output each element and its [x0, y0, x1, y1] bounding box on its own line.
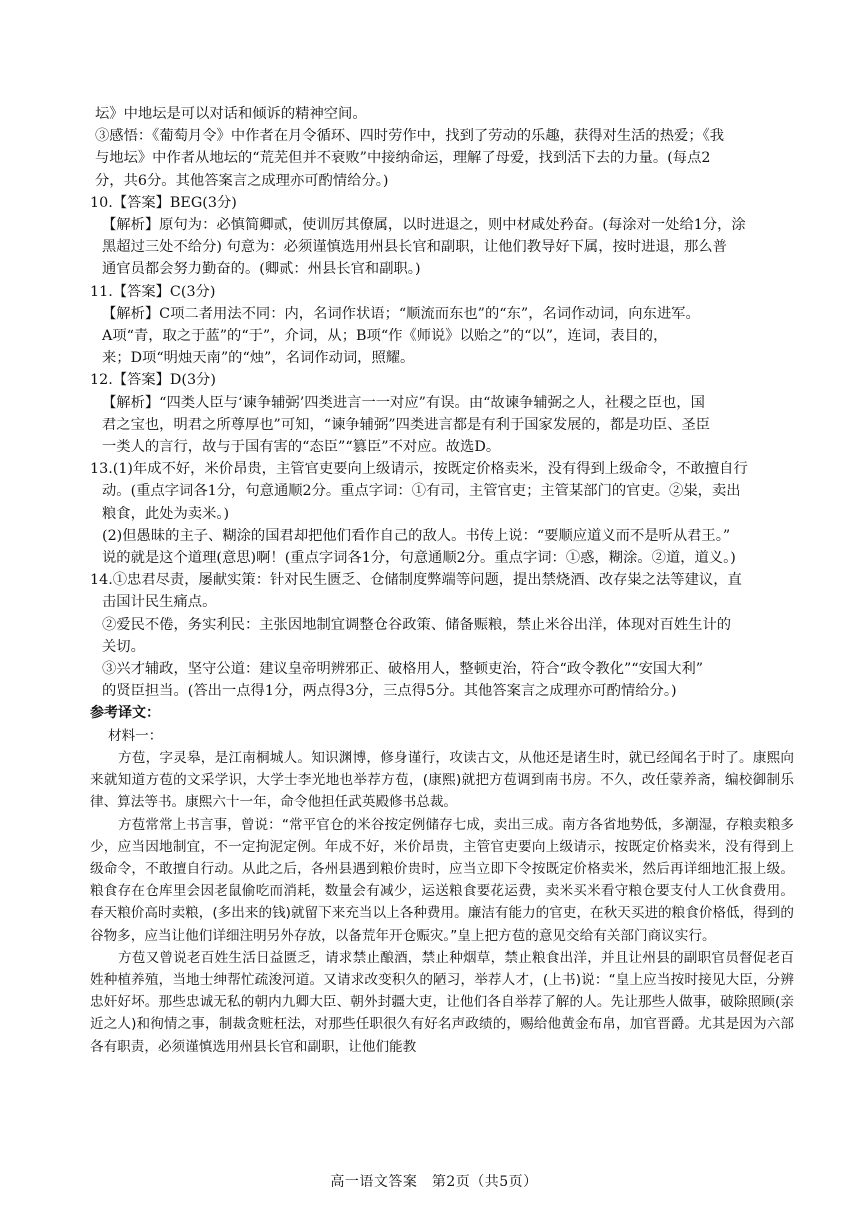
text-line: 一类人的言行，故与于国有害的“态臣”“篡臣”不对应。故选D。 — [102, 439, 501, 456]
question-13-answer: 13.(1)年成不好，米价昂贵，主管官吏要向上级请示，按既定价格卖米，没有得到上级命令，不敢擅自行 — [90, 461, 748, 478]
question-12-answer: 12.【答案】D(3分) — [90, 372, 216, 389]
text-line: ③兴才辅政，坚守公道：建议皇帝明辨邪正、破格用人，整顿吏治，符合“政令教化”“安国大利” — [102, 661, 704, 678]
reference-translation-title: 参考译文： — [90, 705, 160, 722]
translation-paragraph: 方苞常常上书言事，曾说：“常平官仓的米谷按定例储存七成，卖出三成。南方各省地势低，多潮湿，存粮卖粮多少，应当因地制宜，不一定拘泥定例。年成不好，米价昂贵，主管官吏要向上级请示，按既定价格卖米，没有得到上级命令，不敢擅自行动。从此之后，各州县遇到粮价贵时，应当立即下令按既定价格卖米，然后再详细地汇报上级。粮食存在仓库里会因老鼠偷吃而消耗，数量会有减少，运送粮食要花运费，卖米买米看守粮仓要支付人工伙食费用。春天粮价高时卖粮，(多出来的钱)就留下来充当以上各种费用。廉洁有能力的官吏，在秋天买进的粮食价格低，得到的谷物多，应当让他们详细注明另外存放，以备荒年开仓赈灾。”皇上把方苞的意见交给有关部门商议实行。 — [90, 816, 794, 944]
text-line: 坛》中地坛是可以对话和倾诉的精神空间。 — [95, 106, 367, 122]
text-line: ③感悟：《葡萄月令》中作者在月令循环、四时劳作中，找到了劳动的乐趣，获得对生活的热爱；《我 — [95, 128, 725, 145]
text-line: 来；D项“明烛天南”的“烛”，名词作动词，照耀。 — [102, 350, 415, 367]
text-line: 黑超过三处不给分) 句意为：必须谨慎选用州县长官和副职，让他们教导好下属，按时进退，那么普 — [102, 239, 727, 256]
text-line: 通官员都会努力勤奋的。(卿贰：州县长官和副职。) — [102, 261, 421, 278]
text-line: 与地坛》中作者从地坛的“荒芜但并不衰败”中接纳命运，理解了母爱，找到活下去的力量。(每点2 — [95, 150, 711, 167]
text-line: 君之宝也，明君之所尊厚也”可知，“谏争辅弼”四类进言都是有利于国家发展的，都是功臣、圣臣 — [102, 416, 711, 433]
text-line: 说的就是这个道理(意思)啊！(重点字词各1分，句意通顺2分。重点字词：①惑，糊涂。②道，道义。) — [102, 550, 736, 567]
translation-paragraph: 方苞，字灵皋，是江南桐城人。知识渊博，修身谨行，攻读古文，从他还是诸生时，就已经闻名于时了。康熙向来就知道方苞的文采学识，大学士李光地也举荐方苞，(康熙)就把方苞调到南书房。不久，改任蒙养斋，编校御制乐律、算法等书。康熙六十一年，命令他担任武英殿修书总裁。 — [90, 749, 794, 811]
text-line: A项“青，取之于蓝”的“于”，介词，从；B项“作《师说》以贻之”的“以”，连词，表目的， — [102, 328, 668, 345]
material-label: 材料一： — [108, 727, 163, 744]
question-14-answer: 14.①忠君尽责，屡献实策：针对民生匮乏、仓储制度弊端等问题，提出禁烧酒、改存粜之法等建议，直 — [90, 572, 742, 589]
text-line: 【解析】C项二者用法不同：内，名词作状语；“顺流而东也”的“东”，名词作动词，向东进军。 — [102, 305, 700, 322]
translation-paragraph: 方苞又曾说老百姓生活日益匮乏，请求禁止酿酒，禁止种烟草，禁止粮食出洋，并且让州县的副职官员督促老百姓种植养殖，当地士绅帮忙疏浚河道。又请求改变积久的陋习，举荐人才，(上书)说：“皇上应当按时接见大臣，分辨忠奸好坏。那些忠诚无私的朝内九卿大臣、朝外封疆大吏，让他们各自举荐了解的人。先让那些人做事，破除照顾(亲近之人)和徇情之事，制裁贪赃枉法，对那些任职很久有好名声政绩的，赐给他黄金布帛，加官晋爵。尤其是因为六部各有职责，必须谨慎选用州县长官和副职，让他们能教 — [90, 949, 794, 1055]
text-line: 分，共6分。其他答案言之成理亦可酌情给分。) — [95, 172, 389, 189]
text-line: 【解析】“四类人臣与‘谏争辅弼’四类进言一一对应”有误。由“故谏争辅弼之人，社稷之臣也，国 — [102, 394, 705, 411]
reference-translation — [90, 725, 794, 1058]
text-line: (2)但愚昧的主子、糊涂的国君却把他们看作自己的敌人。书传上说：“要顺应道义而不是听从君王。” — [102, 527, 731, 544]
answer-content — [90, 103, 794, 1058]
text-line: 关切。 — [102, 638, 145, 655]
question-10-answer: 10.【答案】BEG(3分) — [90, 194, 237, 211]
question-11-answer: 11.【答案】C(3分) — [90, 283, 216, 300]
text-line: 的贤臣担当。(答出一点得1分，两点得3分，三点得5分。其他答案言之成理亦可酌情给分。) — [102, 683, 677, 700]
text-line: 击国计民生痛点。 — [102, 594, 217, 611]
text-line: 【解析】原句为：必慎简卿贰，使训厉其僚属，以时进退之，则中材咸处矜奋。(每涂对一处给1分，涂 — [102, 217, 746, 234]
text-line: ②爱民不倦，务实利民：主张因地制宜调整仓谷政策、储备赈粮，禁止米谷出洋，体现对百姓生计的 — [102, 616, 732, 633]
text-line: 粮食，此处为卖米。) — [102, 505, 230, 522]
text-line: 动。(重点字词各1分，句意通顺2分。重点字词：①有司，主管官吏；主管某部门的官吏。②粜，卖出 — [102, 483, 741, 500]
page-footer: 高一语文答案 第2页（共5页） — [330, 1174, 538, 1190]
